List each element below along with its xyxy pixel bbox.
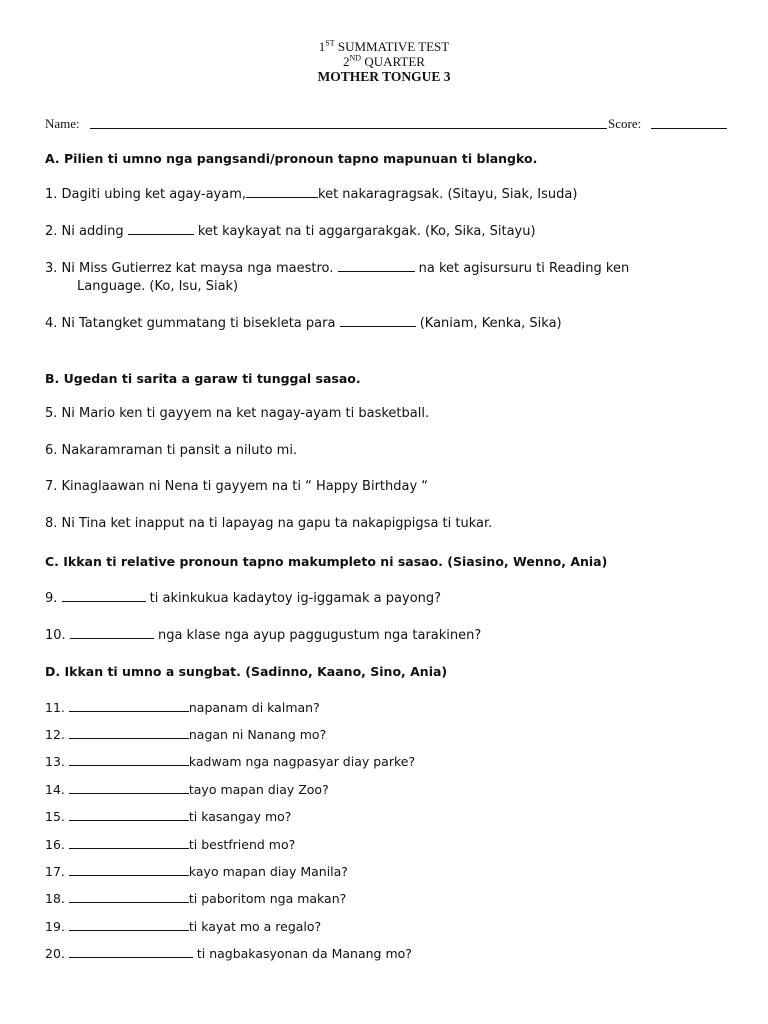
question-number: 18. — [45, 891, 65, 906]
question-10 — [45, 626, 481, 645]
answer-blank[interactable] — [69, 945, 193, 958]
answer-blank[interactable] — [69, 726, 189, 739]
question-number: 20. — [45, 946, 65, 961]
question-14 — [45, 781, 329, 799]
question-text-after: tayo mapan diay Zoo? — [188, 782, 329, 797]
question-text-after: (Kaniam, Kenka, Sika) — [415, 316, 562, 331]
test-title — [0, 40, 768, 54]
answer-blank[interactable] — [70, 626, 154, 639]
question-text-after: kadwam nga nagpasyar diay parke? — [188, 754, 416, 769]
quarter-title — [0, 55, 768, 69]
question-text-before: Ni Miss Gutierrez kat maysa nga maestro. — [57, 261, 338, 276]
question-number: 12. — [45, 727, 65, 742]
question-18 — [45, 890, 346, 908]
question-text-after: kayo mapan diay Manila? — [188, 864, 348, 879]
question-13 — [45, 753, 415, 771]
question-9 — [45, 589, 441, 608]
question-number: 2. — [45, 224, 58, 239]
question-11 — [45, 699, 320, 717]
quarter-number: 2 — [343, 54, 350, 69]
question-text-after: ket kaykayat na ti aggargarakgak. (Ko, Sika, Sitayu) — [193, 224, 536, 239]
question-number: 14. — [45, 782, 65, 797]
question-20 — [45, 945, 412, 963]
question-text-after: ti nagbakasyonan da Manang mo? — [192, 946, 412, 961]
question-17 — [45, 863, 348, 881]
question-16 — [45, 836, 295, 854]
answer-blank[interactable] — [62, 589, 146, 602]
answer-blank[interactable] — [69, 890, 189, 903]
question-5: 5. Ni Mario ken ti gayyem na ket nagay-ayam ti basketball. — [45, 406, 430, 421]
answer-blank[interactable] — [69, 863, 189, 876]
question-15 — [45, 808, 291, 826]
question-text-after: ti akinkukua kadaytoy ig-iggamak a payong? — [145, 591, 442, 606]
title-superscript: ST — [325, 38, 335, 48]
question-4 — [45, 314, 562, 333]
question-text-before: Dagiti ubing ket agay-ayam, — [57, 187, 247, 202]
question-text-after: ti kayat mo a regalo? — [188, 919, 322, 934]
answer-blank[interactable] — [128, 222, 194, 235]
score-label: Score: — [608, 116, 642, 131]
answer-blank[interactable] — [69, 836, 189, 849]
question-text-after: nagan ni Nanang mo? — [188, 727, 327, 742]
question-number: 10. — [45, 628, 66, 643]
question-8: 8. Ni Tina ket inapput na ti lapayag na gapu ta nakapigpigsa ti tukar. — [45, 516, 493, 531]
question-number: 19. — [45, 919, 65, 934]
question-text-after: ti paboritom nga makan? — [188, 891, 347, 906]
question-continuation: Language. (Ko, Isu, Siak) — [77, 279, 239, 294]
section-c-heading: C. Ikkan ti relative pronoun tapno makumpleto ni sasao. (Siasino, Wenno, Ania) — [45, 554, 608, 569]
name-score-row — [45, 116, 685, 132]
section-d-heading: D. Ikkan ti umno a sungbat. (Sadinno, Kaano, Sino, Ania) — [45, 664, 448, 679]
question-text-after: nga klase nga ayup paggugustum nga tarakinen? — [153, 628, 482, 643]
quarter-superscript: ND — [349, 53, 362, 63]
question-text-after: napanam di kalman? — [188, 700, 320, 715]
question-6: 6. Nakaramraman ti pansit a niluto mi. — [45, 443, 298, 458]
answer-blank[interactable] — [246, 185, 318, 198]
answer-blank[interactable] — [69, 781, 189, 794]
quarter-text: QUARTER — [361, 54, 425, 69]
subject-title: MOTHER TONGUE 3 — [317, 69, 451, 84]
question-number: 4. — [45, 316, 58, 331]
question-3 — [45, 259, 629, 296]
question-text-after: na ket agisursuru ti Reading ken — [414, 261, 630, 276]
question-number: 11. — [45, 700, 65, 715]
title-number: 1 — [318, 39, 326, 54]
question-text-before: Ni adding — [57, 224, 128, 239]
section-a-heading: A. Pilien ti umno nga pangsandi/pronoun tapno mapunuan ti blangko. — [45, 151, 538, 166]
question-12 — [45, 726, 326, 744]
answer-blank[interactable] — [69, 808, 189, 821]
question-number: 15. — [45, 809, 65, 824]
name-label: Name: — [45, 116, 80, 131]
question-number: 1. — [45, 187, 58, 202]
section-b-heading: B. Ugedan ti sarita a garaw ti tunggal sasao. — [45, 371, 361, 386]
question-number: 17. — [45, 864, 65, 879]
question-text-after: ti bestfriend mo? — [188, 837, 296, 852]
question-number: 9. — [45, 591, 58, 606]
question-number: 16. — [45, 837, 65, 852]
question-2 — [45, 222, 536, 241]
answer-blank[interactable] — [69, 918, 189, 931]
question-text-after: ti kasangay mo? — [188, 809, 292, 824]
question-text-after: ket nakaragragsak. (Sitayu, Siak, Isuda) — [318, 187, 578, 202]
answer-blank[interactable] — [69, 753, 189, 766]
question-7: 7. Kinaglaawan ni Nena ti gayyem na ti “ Happy Birthday “ — [45, 479, 429, 494]
name-blank[interactable] — [90, 128, 607, 129]
question-number: 3. — [45, 261, 58, 276]
answer-blank[interactable] — [338, 259, 415, 272]
answer-blank[interactable] — [340, 314, 416, 327]
question-19 — [45, 918, 321, 936]
title-text: SUMMATIVE TEST — [334, 39, 450, 54]
question-1 — [45, 185, 577, 204]
score-blank[interactable] — [651, 128, 727, 129]
question-number: 13. — [45, 754, 65, 769]
question-text-before: Ni Tatangket gummatang ti bisekleta para — [57, 316, 340, 331]
answer-blank[interactable] — [69, 699, 189, 712]
